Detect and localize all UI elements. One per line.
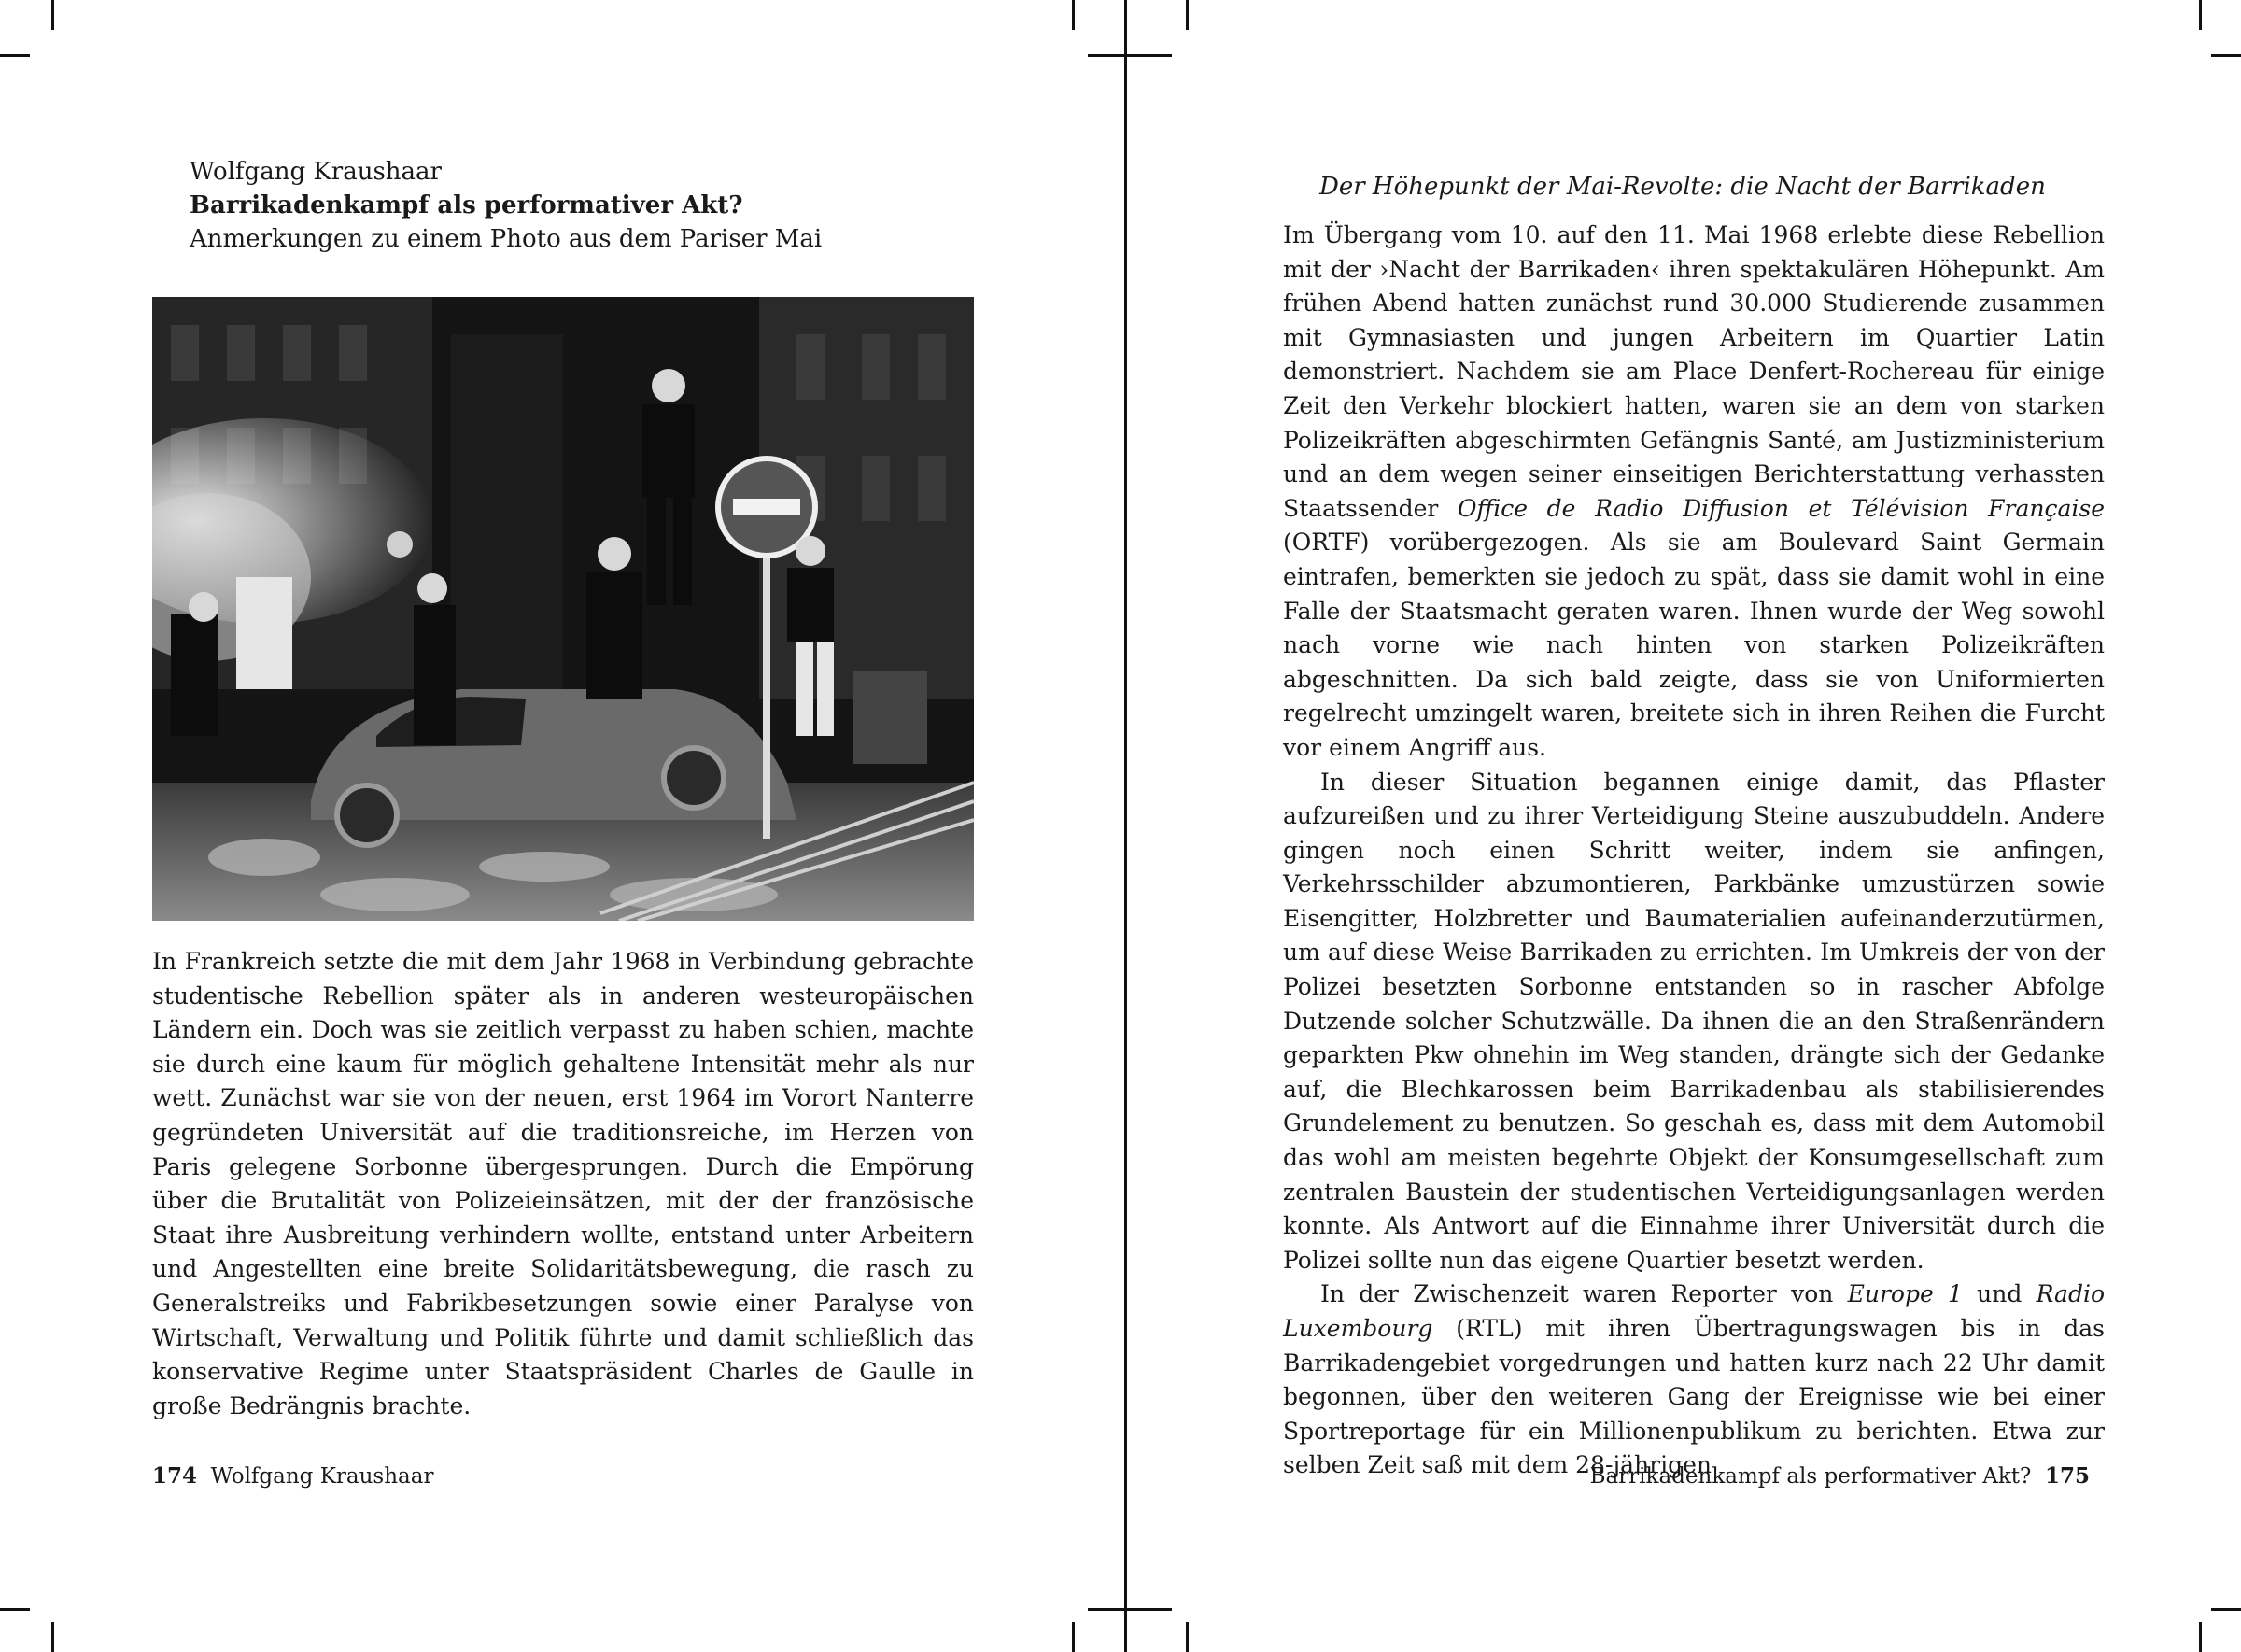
right-page [1127,0,2241,1652]
paragraph: In Frankreich setzte die mit dem Jahr 1968 in Verbindung gebrachte studentische Rebellion später als in anderen westeuropäischen Ländern ein. Doch was sie zeitlich verpasst zu haben schien, machte sie durch eine kaum für möglich gehaltene Intensität mehr als nur wett. Zunächst war sie von der neuen, erst 1964 im Vorort Nanterre gegründeten Universität auf die traditionsreiche, im Herzen von Paris gelegene Sorbonne übergesprungen. Durch die Empörung über die Brutalität von Polizeieinsätzen, mit der der französische Staat ihre Ausbreitung verhindern wollte, entstand unter Arbeitern und Angestellten eine breite Solidaritätsbewegung, die rasch zu Generalstreiks und Fabrikbesetzungen sowie einer Paralyse von Wirtschaft, Verwaltung und Politik führte und damit schließlich das konservative Regime unter Staatspräsident Charles de Gaulle in große Bedrängnis brachte. [152,948,974,1419]
body-text [1283,219,2105,1483]
paragraph: In dieser Situation begannen einige damit, das Pflaster aufzureißen und zu ihrer Verteidigung Steine auszubuddeln. Andere gingen noch einen Schritt weiter, indem sie anfingen, Verkehrsschilder abzumontieren, Parkbänke umzustürzen sowie Eisengitter, Holzbretter und Baumaterialien aufeinanderzutürmen, um auf diese Weise Barrikaden zu errichten. Im Umkreis der von der Polizei besetzten Sorbonne entstanden so in rascher Abfolge Dutzende solcher Schutzwälle. Da ihnen die an den Straßenrändern geparkten Pkw ohnehin im Weg standen, drängte sich der Gedanke auf, die Blechkarossen beim Barrikadenbau als stabilisierendes Grundelement zu benutzen. So geschah es, dass mit dem Automobil das wohl am meisten begehrte Objekt der Konsumgesellschaft zum zentralen Baustein der studentischen Verteidigungsanlagen werden konnte. Als Antwort auf die Einnahme ihrer Universität durch die Polizei sollte nun das eigene Quartier besetzt werden. [1283,768,2105,1274]
paragraph [1283,1278,2105,1483]
text-run: (ORTF) vorübergezogen. Als sie am Boulevard Saint Germain eintrafen, bemerkten sie jedoch zu spät, dass sie damit wohl in eine Falle der Staatsmacht geraten waren. Ihnen wurde der Weg sowohl nach vorne wie nach hinten von starken Polizeikräften abgeschnitten. Da sich bald zeigte, dass sie von Uniformierten regelrecht umzingelt waren, breitete sich in ihren Reihen die Furcht vor einem Angriff aus. [1283,529,2105,761]
paragraph [1283,219,2105,766]
text-run: In der Zwischenzeit waren Reporter von [1320,1280,1848,1308]
section-heading: Der Höhepunkt der Mai-Revolte: die Nacht der Barrikaden [1319,173,2046,201]
page-number: 175 [2044,1463,2090,1489]
chapter-title: Barrikadenkampf als performativer Akt? [190,191,743,219]
text-run: Im Übergang vom 10. auf den 11. Mai 1968 erlebte diese Rebellion mit der ›Nacht der Barrikaden‹ ihren spektakulären Höhepunkt. Am frühen Abend hatten zunächst rund 30.000 Studierende zusammen mit Gymnasiasten und jungen Arbeitern im Quartier Latin demonstriert. Nachdem sie am Place Denfert-Rochereau für einige Zeit den Verkehr blockiert hatten, waren sie an dem von starken Polizeikräften abgeschirmten Gefängnis Santé, am Justizministerium und an dem wegen seiner einseitigen Berichterstattung verhassten Staatssender [1283,221,2105,522]
running-footer: Wolfgang Kraushaar [210,1464,434,1489]
chapter-author: Wolfgang Kraushaar [190,158,442,186]
chapter-subtitle: Anmerkungen zu einem Photo aus dem Pariser Mai [190,225,823,253]
page-footer [152,1462,433,1490]
running-footer: Barrikadenkampf als performativer Akt? [1589,1464,2032,1489]
text-run: und [1962,1280,2037,1308]
page-footer [1590,1462,2090,1490]
chapter-header [190,155,1030,256]
text-run: (RTL) mit ihren Übertragungswagen bis in das Barrikadengebiet vorgedrungen und hatten kurz nach 22 Uhr damit begonnen, über den weiteren Gang der Ereignisse wie bei einer Sportreportage für ein Millionenpublikum zu berichten. Etwa zur selben Zeit saß mit dem 28-jährigen [1283,1315,2105,1479]
barricade-photo [152,297,974,921]
body-text [152,945,974,1423]
page-number: 174 [152,1463,198,1489]
emphasis: Radio Luxembourg [1283,1280,2105,1342]
emphasis: Office de Radio Diffusion et Télévision Française [1458,494,2106,522]
emphasis: Europe 1 [1847,1280,1963,1308]
